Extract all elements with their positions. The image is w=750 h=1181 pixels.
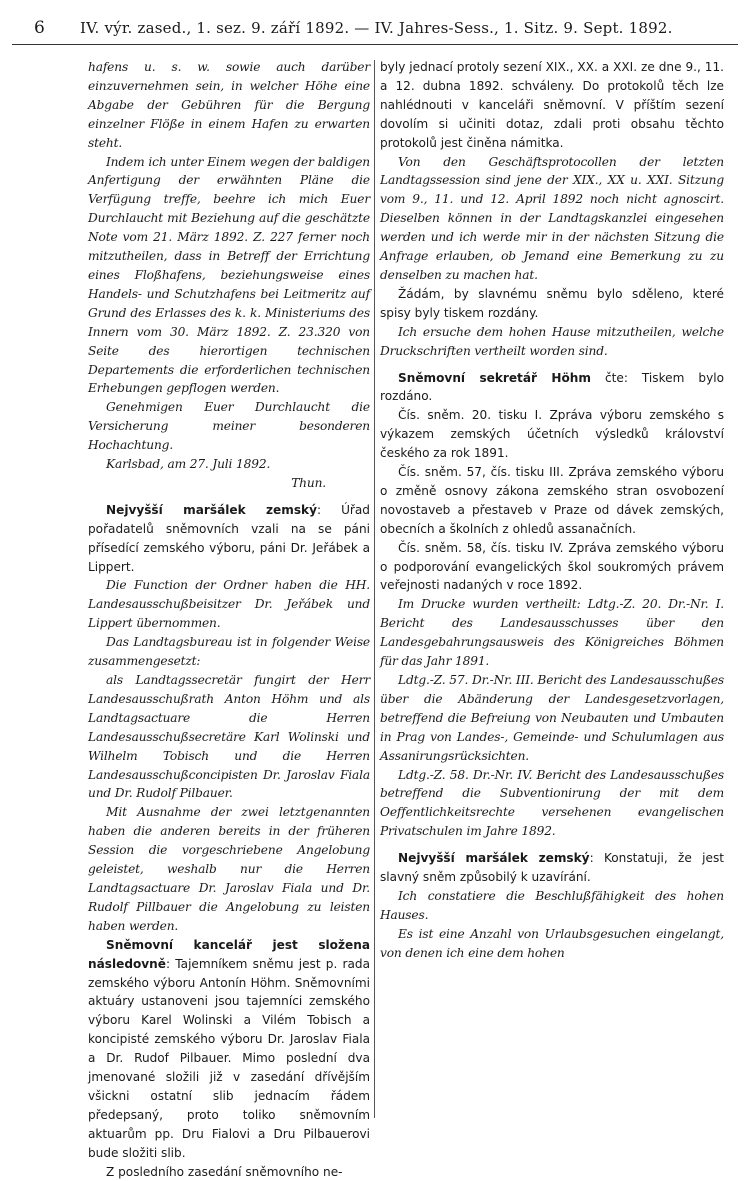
speaker-name: Nejvyšší maršálek zemský <box>398 851 590 866</box>
left-paragraph: Thun. <box>291 475 326 490</box>
right-paragraph: Sněmovní sekretář Höhm čte: Tiskem bylo rozdáno. <box>380 370 724 404</box>
left-paragraph: als Landtagssecretär fungirt der Herr Landesausschußrath Anton Höhm und als Landtagsactuare die Herren Landesausschußsecretäre Karl Wolinski und Wilhelm Tobisch und die Herren Landesausschußconcipisten Dr. Jaroslav Fiala und Dr. Rudolf Pilbauer. <box>88 673 370 801</box>
left-column <box>88 58 370 1181</box>
left-paragraph: Indem ich unter Einem wegen der baldigen Anfertigung der erwähnten Pläne die Verfügung treffe, beehre ich mich Euer Durchlaucht mit Beziehung auf die geschätzte Note vom 21. März 1892. Z. 227 ferner noch mitzutheilen, dass in Betreff der Errichtung eines Floßhafens, beziehungsweise eines Handels- und Schutzhafens bei Leitmeritz auf Grund des Erlasses des k. k. Ministeriums des Innern vom 30. März 1892. Z. 23.320 von Seite des hierortigen technischen Departements die erforderlichen technischen Erhebungen gepflogen werden. <box>88 154 370 396</box>
right-paragraph: Im Drucke wurden vertheilt: Ldtg.-Z. 20. Dr.-Nr. I. Bericht des Landesausschusses über den Landesgebahrungsausweis des Königreiches Böhmen für das Jahr 1891. <box>380 597 724 669</box>
left-paragraph: Mit Ausnahme der zwei letztgenannten haben die anderen bereits in der früheren Session die vorgeschriebene Angelobung geleistet, weshalb nur die Herren Landtagsactuare Dr. Jaroslav Fiala und Dr. Rudolf Pillbauer die Angelobung zu leisten haben werden. <box>88 805 370 933</box>
right-paragraph: Es ist eine Anzahl von Urlaubsgesuchen eingelangt, von denen ich eine dem hohen <box>380 926 724 960</box>
page-number: 6 <box>34 18 45 38</box>
left-paragraph: hafens u. s. w. sowie auch darüber einzuvernehmen sein, in welcher Höhe eine Abgabe der Gebühren für die Bergung einzelner Flöße in einem Hafen zu erwarten steht. <box>88 60 370 150</box>
left-paragraph: Das Landtagsbureau ist in folgender Weise zusammengesetzt: <box>88 635 370 669</box>
right-paragraph: Nejvyšší maršálek zemský: Konstatuji, že jest slavný sněm způsobilý k uzavírání. <box>380 851 724 885</box>
left-paragraph: Sněmovní kancelář jest složena následovně: Tajemníkem sněmu jest p. rada zemského výboru Antonín Höhm. Sněmovními aktuáry ustanoveni jsou tajemníci zemského výboru Karel Wolinski a Vilém Tobisch a koncipisté zemského výboru Dr. Jaroslav Fiala a Dr. Rudof Pilbauer. Mimo poslední dva jmenované složili již v zasedání dřívějším všickni ostatní slib jednacím řádem předepsaný, proto toliko sněmovním aktuarům pp. Dru Fialovi a Dru Pilbauerovi bude složiti slib. <box>88 937 370 1160</box>
right-paragraph: Čís. sněm. 20. tisku I. Zpráva výboru zemského s výkazem zemských účetních výsledků království českého za rok 1891. <box>380 408 724 461</box>
right-paragraph: Ldtg.-Z. 58. Dr.-Nr. IV. Bericht des Landesausschußes betreffend die Subventionirung der mit dem Oeffentlichkeitsrechte versehenen evangelischen Privatschulen im Jahre 1892. <box>380 767 724 839</box>
left-paragraph: Die Function der Ordner haben die HH. Landesausschußbeisitzer Dr. Jeřábek und Lippert übernommen. <box>88 578 370 631</box>
running-header <box>12 14 738 45</box>
left-paragraph: Z posledního zasedání sněmovního ne- <box>106 1164 343 1179</box>
right-paragraph: Von den Geschäftsprotocollen der letzten Landtagssession sind jene der XIX., XX u. XXI. Sitzung vom 9., 11. und 12. April 1892 noch nicht agnoscirt. Dieselben können in der Landtagskanzlei eingesehen werden und ich werde mir in der nächsten Sitzung die Anfrage erlauben, ob Jemand eine Bemerkung zu zu denselben zu machen hat. <box>380 154 724 282</box>
paragraph-gap <box>380 841 724 849</box>
paragraph-gap <box>380 361 724 369</box>
column-divider <box>374 60 375 1118</box>
right-column <box>380 58 724 963</box>
left-paragraph: Karlsbad, am 27. Juli 1892. <box>106 457 271 472</box>
speaker-name: Nejvyšší maršálek zemský <box>106 502 317 517</box>
paragraph-gap <box>88 493 370 501</box>
right-paragraph: byly jednací protoly sezení XIX., XX. a XXI. ze dne 9., 11. a 12. dubna 1892. schváleny. Do protokolů těch lze nahlédnouti v kanceláři sněmovní. V příštím sezení dovolím si učiniti dotaz, zdali proti obsahu těchto protokolů jest činěna námitka. <box>380 60 724 150</box>
right-paragraph: Čís. sněm. 58, čís. tisku IV. Zpráva zemského výboru o podporování evangelických škol soukromých právem veřejnosti nadaných v roce 1892. <box>380 540 724 593</box>
speaker-name: Sněmovní sekretář Höhm <box>398 370 591 385</box>
speaker-name: Sněmovní kancelář jest složena následovně <box>88 937 370 971</box>
right-paragraph: Čís. sněm. 57, čís. tisku III. Zpráva zemského výboru o změně osnovy zákona zemského stran osvobození novostaveb a přestaveb v Praze od dávek zemských, obecních a školních z ohledů assanačních. <box>380 465 724 536</box>
left-paragraph: Genehmigen Euer Durchlaucht die Versicherung meiner besonderen Hochachtung. <box>88 400 370 453</box>
right-paragraph: Ich ersuche dem hohen Hause mitzutheilen, welche Druckschriften vertheilt worden sind. <box>380 324 724 358</box>
right-paragraph: Žádám, by slavnému sněmu bylo sděleno, které spisy byly tiskem rozdány. <box>380 286 724 320</box>
left-paragraph: Nejvyšší maršálek zemský: Úřad pořadatelů sněmovních vzali na se páni přísedící zemského výboru, páni Dr. Jeřábek a Lippert. <box>88 502 370 574</box>
running-title: IV. výr. zased., 1. sez. 9. září 1892. — IV. Jahres-Sess., 1. Sitz. 9. Sept. 1892. <box>80 19 673 37</box>
right-paragraph: Ich constatiere die Beschlußfähigkeit des hohen Hauses. <box>380 888 724 922</box>
right-paragraph: Ldtg.-Z. 57. Dr.-Nr. III. Bericht des Landesausschußes über die Abänderung der Landesgesetzvorlagen, betreffend die Befreiung von Neubauten und Umbauten in Prag von Landes-, Gemeinde- und Schulumlagen aus Assanirungsrücksichten. <box>380 673 724 763</box>
